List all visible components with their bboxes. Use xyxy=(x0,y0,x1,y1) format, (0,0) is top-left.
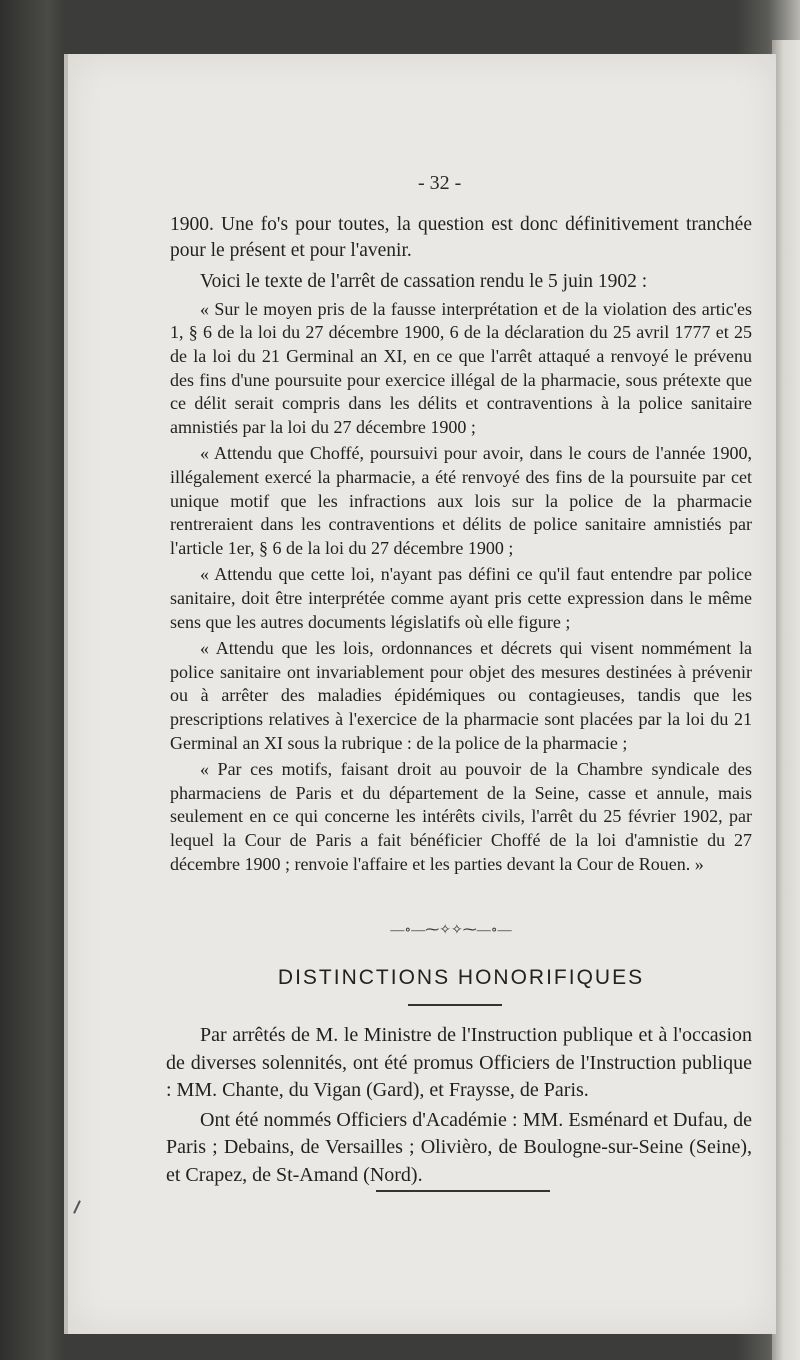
paragraph: Par arrêtés de M. le Ministre de l'Instruction publique et à l'occasion de diverses solennités, ont été promus Officiers de l'Instruction publique : MM. Chante, du Vigan (Gard), et Fraysse, de Paris. xyxy=(166,1024,752,1101)
heading-underline xyxy=(408,1004,502,1006)
body-text xyxy=(170,212,752,876)
honors-text xyxy=(166,1022,752,1189)
ornamental-divider: —∘—⁓✧✧⁓—∘— xyxy=(390,923,512,938)
page-number: - 32 - xyxy=(418,172,462,194)
next-page-edge xyxy=(772,40,800,1360)
paragraph: « Attendu que les lois, ordonnances et décrets qui visent nommément la police sanitaire ont invariablement pour objet des mesures destinées à prévenir ou à arrêter des maladies épidémiques ou contagieuses, tandis que les prescriptions relatives à l'exercice de la pharmacie sont placées par la loi du 21 Germinal an XI sous la rubrique : de la police de la pharmacie ; xyxy=(170,638,752,753)
paragraph: « Par ces motifs, faisant droit au pouvoir de la Chambre syndicale des pharmaciens de Paris et du département de la Seine, casse et annule, mais seulement en ce qui concerne les intérêts civils, l'arrêt du 25 février 1902, par lequel la Cour de Paris a fait bénéficier Choffé de la loi d'amnistie du 27 décembre 1900 ; renvoie l'affaire et les parties devant la Cour de Rouen. » xyxy=(170,759,752,874)
closing-rule xyxy=(376,1190,550,1192)
section-heading: DISTINCTIONS HONORIFIQUES xyxy=(277,966,645,989)
paragraph: « Sur le moyen pris de la fausse interprétation et de la violation des artic'es 1, § 6 de la loi du 27 décembre 1900, 6 de la déclaration du 25 avril 1777 et 25 de la loi du 21 Germinal an XI, en ce que l'arrêt attaqué a renvoyé le prévenu des fins d'une poursuite pour exercice illégal de la pharmacie, sous prétexte que ce délit serait compris dans les délits et contraventions à la police sanitaire amnistiés par la loi du 27 décembre 1900 ; xyxy=(170,298,752,437)
paragraph: Voici le texte de l'arrêt de cassation rendu le 5 juin 1902 : xyxy=(200,270,648,292)
paragraph: 1900. Une fo's pour toutes, la question est donc définitivement tranchée pour le présent et pour l'avenir. xyxy=(170,214,752,262)
paragraph: « Attendu que cette loi, n'ayant pas défini ce qu'il faut entendre par police sanitaire, doit être interprétée comme ayant pris cette expression dans le même sens que les autres documents législatifs où elle figure ; xyxy=(170,564,752,632)
paragraph: Ont été nommés Officiers d'Académie : MM. Esménard et Dufau, de Paris ; Debains, de Versailles ; Olivièro, de Boulogne-sur-Seine (Seine), et Crapez, de St-Amand (Nord). xyxy=(166,1108,752,1186)
paragraph: « Attendu que Choffé, poursuivi pour avoir, dans le cours de l'année 1900, illégalement exercé la pharmacie, a été renvoyé des fins de la poursuite par cet unique motif que les infractions aux lois sur la police de la pharmacie rentreraient dans les contraventions et délits de police sanitaire amnistiés par l'article 1er, § 6 de la loi du 27 décembre 1900 ; xyxy=(170,443,752,558)
